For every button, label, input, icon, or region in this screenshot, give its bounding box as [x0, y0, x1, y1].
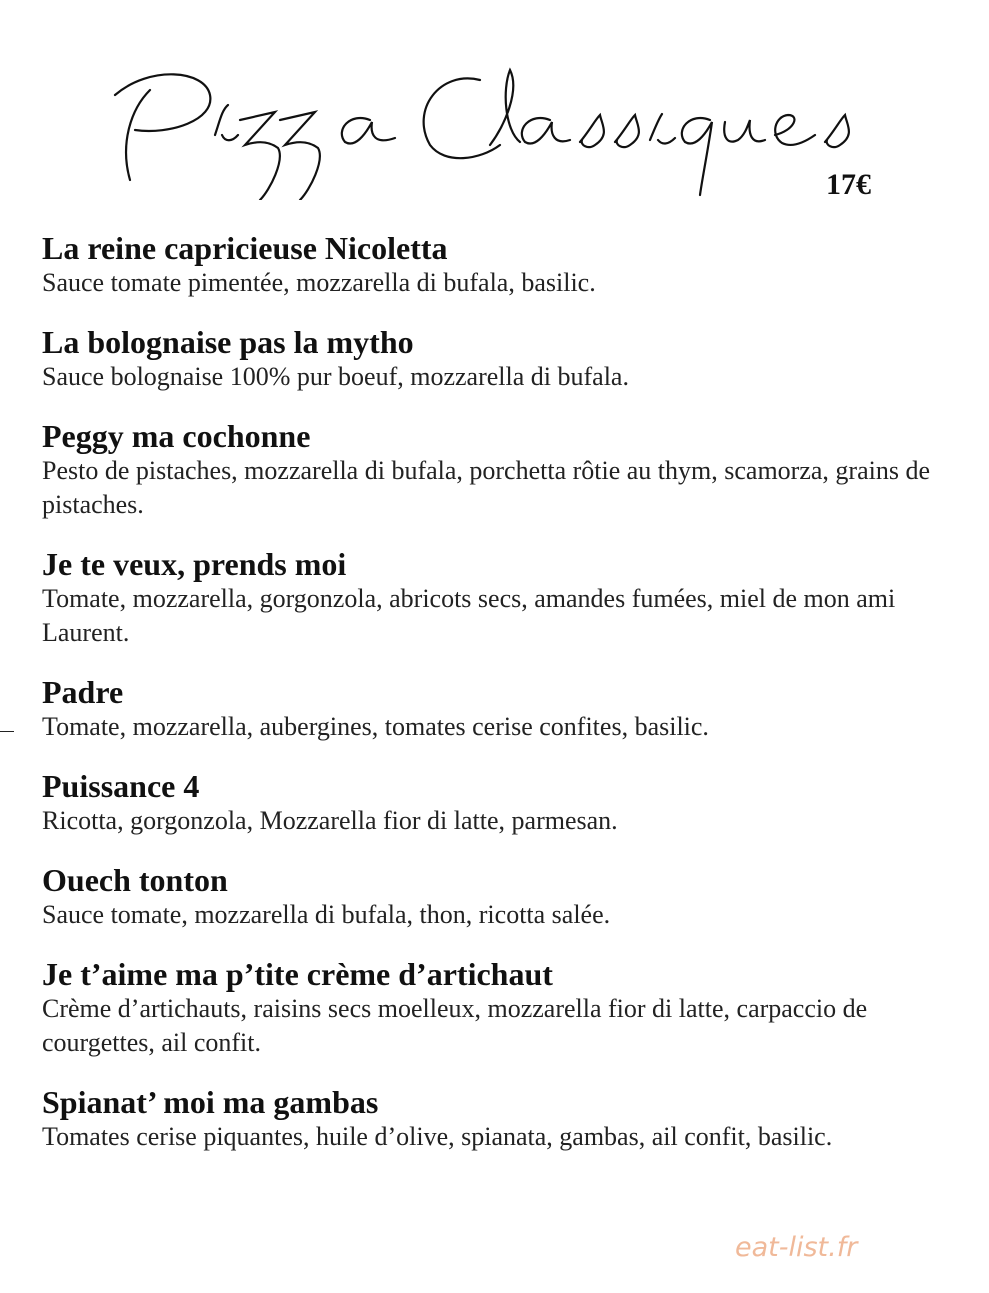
item-name: Spianat’ moi ma gambas — [42, 1084, 379, 1120]
item-description: Sauce bolognaise 100% pur boeuf, mozzarella di bufala. — [42, 362, 629, 391]
item-name: Je te veux, prends moi — [42, 546, 347, 582]
item-name: Puissance 4 — [42, 768, 200, 804]
menu-title — [110, 50, 900, 200]
item-name: Padre — [42, 674, 124, 710]
menu-item — [42, 324, 942, 394]
menu-item — [42, 1084, 942, 1154]
menu-item — [42, 546, 942, 650]
menu-item — [42, 674, 942, 744]
item-name: Ouech tonton — [42, 862, 228, 898]
item-description: Ricotta, gorgonzola, Mozzarella fior di latte, parmesan. — [42, 806, 618, 835]
menu-item — [42, 862, 942, 932]
menu-item — [42, 956, 942, 1060]
item-description: Crème d’artichauts, raisins secs moelleux, mozzarella fior di latte, carpaccio de courgettes, ail confit. — [42, 994, 868, 1057]
item-description: Sauce tomate, mozzarella di bufala, thon, ricotta salée. — [42, 900, 611, 929]
margin-marker — [0, 731, 14, 732]
item-description: Tomates cerise piquantes, huile d’olive, spianata, gambas, ail confit, basilic. — [42, 1122, 833, 1151]
item-name: Je t’aime ma p’tite crème d’artichaut — [42, 956, 553, 992]
pizza-list — [42, 230, 942, 1178]
watermark: eat-list.fr — [735, 1232, 858, 1263]
item-description: Sauce tomate pimentée, mozzarella di bufala, basilic. — [42, 268, 596, 297]
menu-price: 17€ — [826, 168, 871, 201]
item-description: Tomate, mozzarella, aubergines, tomates cerise confites, basilic. — [42, 712, 709, 741]
menu-item — [42, 418, 942, 522]
item-description: Pesto de pistaches, mozzarella di bufala, porchetta rôtie au thym, scamorza, grains de pistaches. — [42, 456, 930, 519]
menu-item — [42, 768, 942, 838]
menu-item — [42, 230, 942, 300]
script-title-lettering — [110, 50, 900, 200]
item-name: La bolognaise pas la mytho — [42, 324, 414, 360]
item-description: Tomate, mozzarella, gorgonzola, abricots secs, amandes fumées, miel de mon ami Laurent. — [42, 584, 896, 647]
item-name: Peggy ma cochonne — [42, 418, 311, 454]
item-name: La reine capricieuse Nicoletta — [42, 230, 448, 266]
